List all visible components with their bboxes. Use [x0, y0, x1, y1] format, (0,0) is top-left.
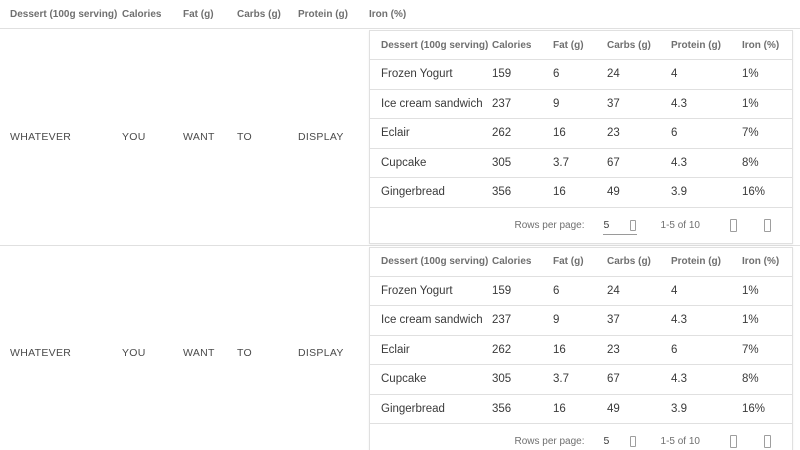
page-size-value: 5	[603, 435, 610, 447]
cell-dessert: Ice cream sandwich	[381, 97, 483, 110]
cell-carbs: 67	[607, 373, 620, 386]
cell-dessert: Frozen Yogurt	[381, 284, 453, 297]
table-row	[370, 60, 792, 90]
outer-cell-you: YOU	[122, 347, 146, 360]
cell-iron: 1%	[742, 314, 759, 327]
cell-dessert: Frozen Yogurt	[381, 68, 453, 81]
outer-table-header-row	[0, 0, 800, 29]
cell-carbs: 49	[607, 402, 620, 415]
cell-carbs: 67	[607, 156, 620, 169]
outer-col-header-fat: Fat (g)	[183, 8, 214, 20]
cell-fat: 3.7	[553, 156, 569, 169]
cell-fat: 6	[553, 284, 560, 297]
cell-dessert: Eclair	[381, 343, 410, 356]
cell-carbs: 24	[607, 68, 620, 81]
outer-cell-display: DISPLAY	[298, 347, 344, 360]
table-row	[370, 277, 792, 307]
page-range-label: 1-5 of 10	[660, 436, 700, 447]
table-row	[370, 149, 792, 179]
outer-col-header-protein: Protein (g)	[298, 8, 348, 20]
nested-col-header-iron: Iron (%)	[742, 256, 780, 267]
cell-iron: 7%	[742, 343, 759, 356]
table-row	[370, 119, 792, 149]
cell-carbs: 23	[607, 127, 620, 140]
cell-calories: 356	[492, 186, 512, 199]
outer-col-header-carbs: Carbs (g)	[237, 8, 281, 20]
paginator	[370, 208, 792, 243]
cell-protein: 4.3	[671, 373, 687, 386]
outer-cell-whatever: WHATEVER	[10, 347, 72, 360]
previous-page-icon	[730, 435, 737, 448]
nested-col-header-calories: Calories	[492, 256, 532, 267]
cell-dessert: Gingerbread	[381, 402, 445, 415]
nested-dessert-table	[369, 247, 793, 450]
cell-protein: 6	[671, 127, 678, 140]
cell-protein: 4.3	[671, 314, 687, 327]
cell-fat: 9	[553, 97, 560, 110]
table-row	[370, 395, 792, 425]
cell-carbs: 23	[607, 343, 620, 356]
cell-dessert: Cupcake	[381, 156, 427, 169]
outer-cell-to: TO	[237, 347, 252, 360]
cell-protein: 6	[671, 343, 678, 356]
cell-protein: 3.9	[671, 402, 687, 415]
cell-dessert: Eclair	[381, 127, 410, 140]
dropdown-arrow-icon	[630, 436, 636, 447]
outer-cell-nested-table	[369, 246, 800, 450]
previous-page-button[interactable]	[716, 427, 750, 450]
cell-fat: 3.7	[553, 373, 569, 386]
outer-cell-want: WANT	[183, 130, 215, 143]
cell-iron: 8%	[742, 156, 759, 169]
cell-iron: 16%	[742, 402, 766, 415]
cell-carbs: 37	[607, 97, 620, 110]
cell-calories: 305	[492, 373, 512, 386]
cell-carbs: 37	[607, 314, 620, 327]
nested-table-header-row	[370, 248, 792, 277]
cell-fat: 6	[553, 68, 560, 81]
cell-protein: 3.9	[671, 186, 687, 199]
cell-iron: 1%	[742, 284, 759, 297]
outer-cell-to: TO	[237, 130, 252, 143]
nested-dessert-table	[369, 30, 793, 244]
outer-col-header-iron: Iron (%)	[369, 8, 407, 20]
cell-iron: 1%	[742, 68, 759, 81]
cell-fat: 16	[553, 343, 566, 356]
table-row	[370, 365, 792, 395]
outer-col-header-dessert: Dessert (100g serving)	[10, 8, 118, 20]
cell-calories: 262	[492, 343, 512, 356]
cell-calories: 356	[492, 402, 512, 415]
cell-calories: 159	[492, 284, 512, 297]
outer-cell-nested-table	[369, 29, 800, 245]
next-page-button[interactable]	[750, 427, 784, 450]
nested-col-header-protein: Protein (g)	[671, 256, 721, 267]
cell-calories: 159	[492, 68, 512, 81]
page-size-select[interactable]	[603, 436, 637, 450]
nested-col-header-calories: Calories	[492, 39, 532, 51]
next-page-icon	[764, 219, 771, 232]
table-row	[370, 90, 792, 120]
rows-per-page-label: Rows per page:	[514, 436, 585, 447]
cell-calories: 305	[492, 156, 512, 169]
dropdown-arrow-icon	[630, 220, 636, 231]
table-row	[370, 178, 792, 208]
cell-dessert: Cupcake	[381, 373, 427, 386]
cell-fat: 16	[553, 186, 566, 199]
page-size-select[interactable]	[603, 220, 637, 235]
page-size-value: 5	[603, 218, 610, 231]
paginator	[370, 424, 792, 450]
cell-protein: 4.3	[671, 156, 687, 169]
cell-calories: 237	[492, 314, 512, 327]
outer-cell-want: WANT	[183, 347, 215, 360]
nested-col-header-carbs: Carbs (g)	[607, 256, 651, 267]
cell-protein: 4	[671, 68, 678, 81]
table-row	[370, 306, 792, 336]
outer-cell-display: DISPLAY	[298, 130, 344, 143]
cell-calories: 262	[492, 127, 512, 140]
outer-col-header-calories: Calories	[122, 8, 162, 20]
previous-page-icon	[730, 219, 737, 232]
cell-calories: 237	[492, 97, 512, 110]
cell-fat: 16	[553, 127, 566, 140]
nested-col-header-fat: Fat (g)	[553, 39, 584, 51]
nested-col-header-dessert: Dessert (100g serving)	[381, 39, 489, 51]
nested-table-body	[370, 60, 792, 208]
cell-protein: 4	[671, 284, 678, 297]
outer-table-row-1	[0, 29, 800, 246]
cell-fat: 16	[553, 402, 566, 415]
next-page-icon	[764, 435, 771, 448]
nested-col-header-iron: Iron (%)	[742, 39, 780, 51]
cell-iron: 7%	[742, 127, 759, 140]
nested-col-header-dessert: Dessert (100g serving)	[381, 256, 489, 267]
nested-col-header-carbs: Carbs (g)	[607, 39, 651, 51]
cell-dessert: Ice cream sandwich	[381, 314, 483, 327]
outer-cell-whatever: WHATEVER	[10, 130, 72, 143]
cell-iron: 1%	[742, 97, 759, 110]
nested-col-header-fat: Fat (g)	[553, 256, 584, 267]
outer-cell-you: YOU	[122, 130, 146, 143]
nested-col-header-protein: Protein (g)	[671, 39, 721, 51]
table-row	[370, 336, 792, 366]
page-range-label: 1-5 of 10	[660, 219, 700, 231]
cell-carbs: 24	[607, 284, 620, 297]
cell-protein: 4.3	[671, 97, 687, 110]
nested-table-header-row	[370, 31, 792, 60]
outer-table-row-2	[0, 246, 800, 450]
previous-page-button[interactable]	[716, 210, 750, 240]
cell-iron: 16%	[742, 186, 766, 199]
cell-fat: 9	[553, 314, 560, 327]
cell-carbs: 49	[607, 186, 620, 199]
next-page-button[interactable]	[750, 210, 784, 240]
nested-table-body	[370, 277, 792, 425]
cell-dessert: Gingerbread	[381, 186, 445, 199]
rows-per-page-label: Rows per page:	[514, 219, 585, 231]
cell-iron: 8%	[742, 373, 759, 386]
